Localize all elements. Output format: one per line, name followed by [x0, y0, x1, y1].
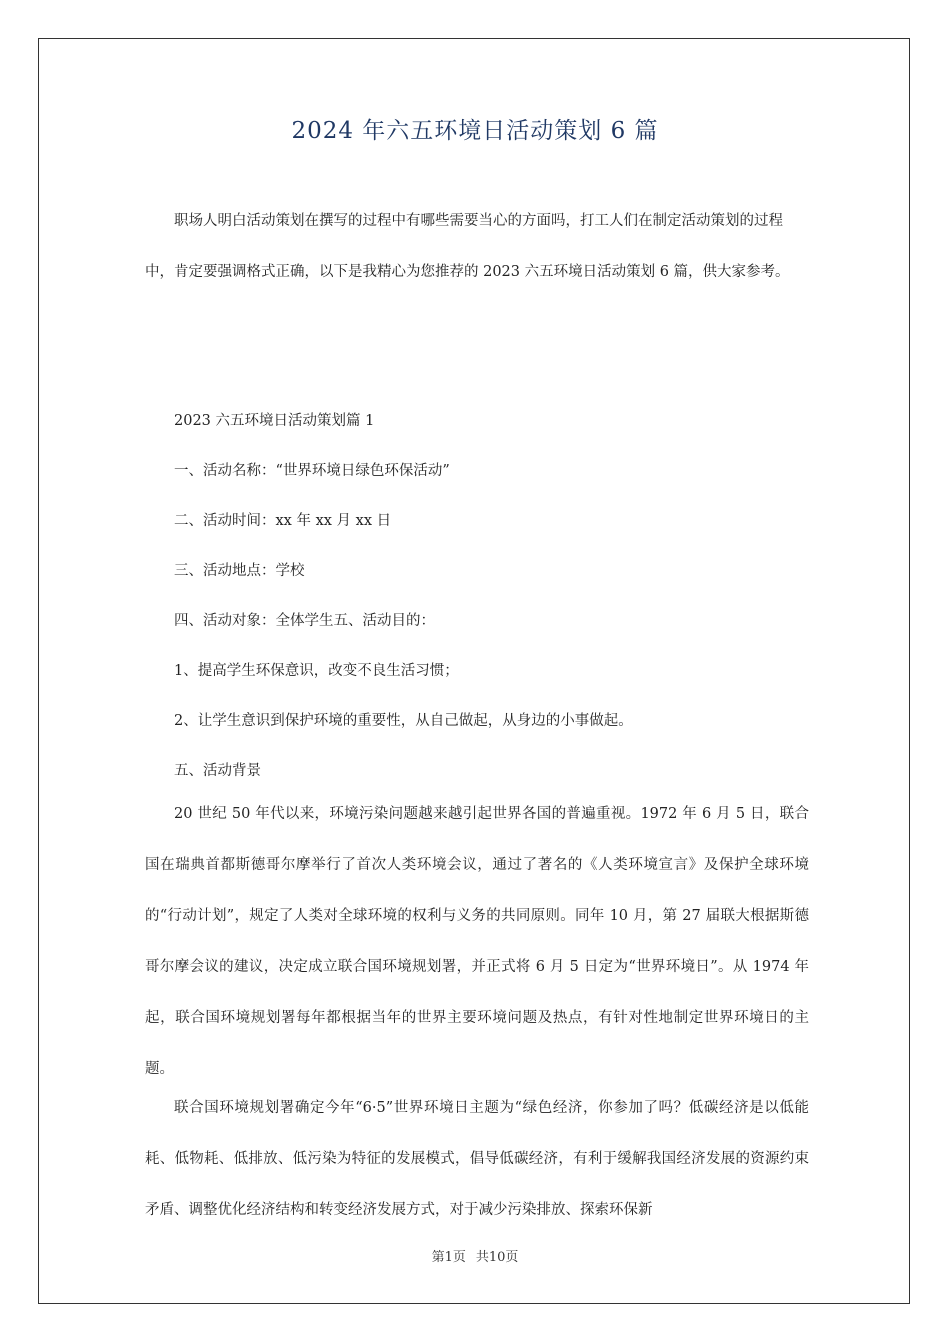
list-item: 一、活动名称：“世界环境日绿色环保活动” [174, 463, 450, 479]
document-title: 2024 年六五环境日活动策划 6 篇 [291, 118, 659, 144]
item-list [145, 396, 809, 796]
list-item: 1、提高学生环保意识，改变不良生活习惯； [174, 663, 459, 679]
page-footer [0, 1246, 950, 1265]
theme-paragraph: 联合国环境规划署确定今年“6·5”世界环境日主题为“绿色经济，你参加了吗？低碳经济是以低能耗、低物耗、低排放、低污染为特征的发展模式，倡导低碳经济，有利于缓解我国经济发展的资源约束矛盾、调整优化经济结构和转变经济发展方式，对于减少污染排放、探索环保新 [145, 1100, 809, 1218]
list-item: 三、活动地点：学校 [174, 563, 305, 579]
section-heading: 2023 六五环境日活动策划篇 1 [174, 413, 375, 429]
page-number: 第1页 [431, 1250, 466, 1265]
page-total: 共10页 [475, 1250, 519, 1265]
list-item: 二、活动时间：xx 年 xx 月 xx 日 [174, 513, 392, 529]
list-item: 2、让学生意识到保护环境的重要性，从自己做起，从身边的小事做起。 [174, 713, 633, 729]
list-item: 四、活动对象：全体学生五、活动目的： [174, 613, 435, 629]
list-item: 五、活动背景 [174, 763, 261, 779]
background-paragraph: 20 世纪 50 年代以来，环境污染问题越来越引起世界各国的普遍重视。1972 年 6 月 5 日，联合国在瑞典首都斯德哥尔摩举行了首次人类环境会议，通过了著名的《人类环境宣言》及保护全球环境的“行动计划”，规定了人类对全球环境的权利与义务的共同原则。同年 10 月，第 27 届联大根据斯德哥尔摩会议的建议，决定成立联合国环境规划署，并正式将 6 月 5 日定为“世界环境日”。从 1974 年起，联合国环境规划署每年都根据当年的世界主要环境问题及热点，有针对性地制定世界环境日的主题。 [145, 806, 809, 1077]
intro-paragraph: 职场人明白活动策划在撰写的过程中有哪些需要当心的方面吗，打工人们在制定活动策划的过程中，肯定要强调格式正确，以下是我精心为您推荐的 2023 六五环境日活动策划 6 篇，供大家参考。 [145, 213, 790, 280]
